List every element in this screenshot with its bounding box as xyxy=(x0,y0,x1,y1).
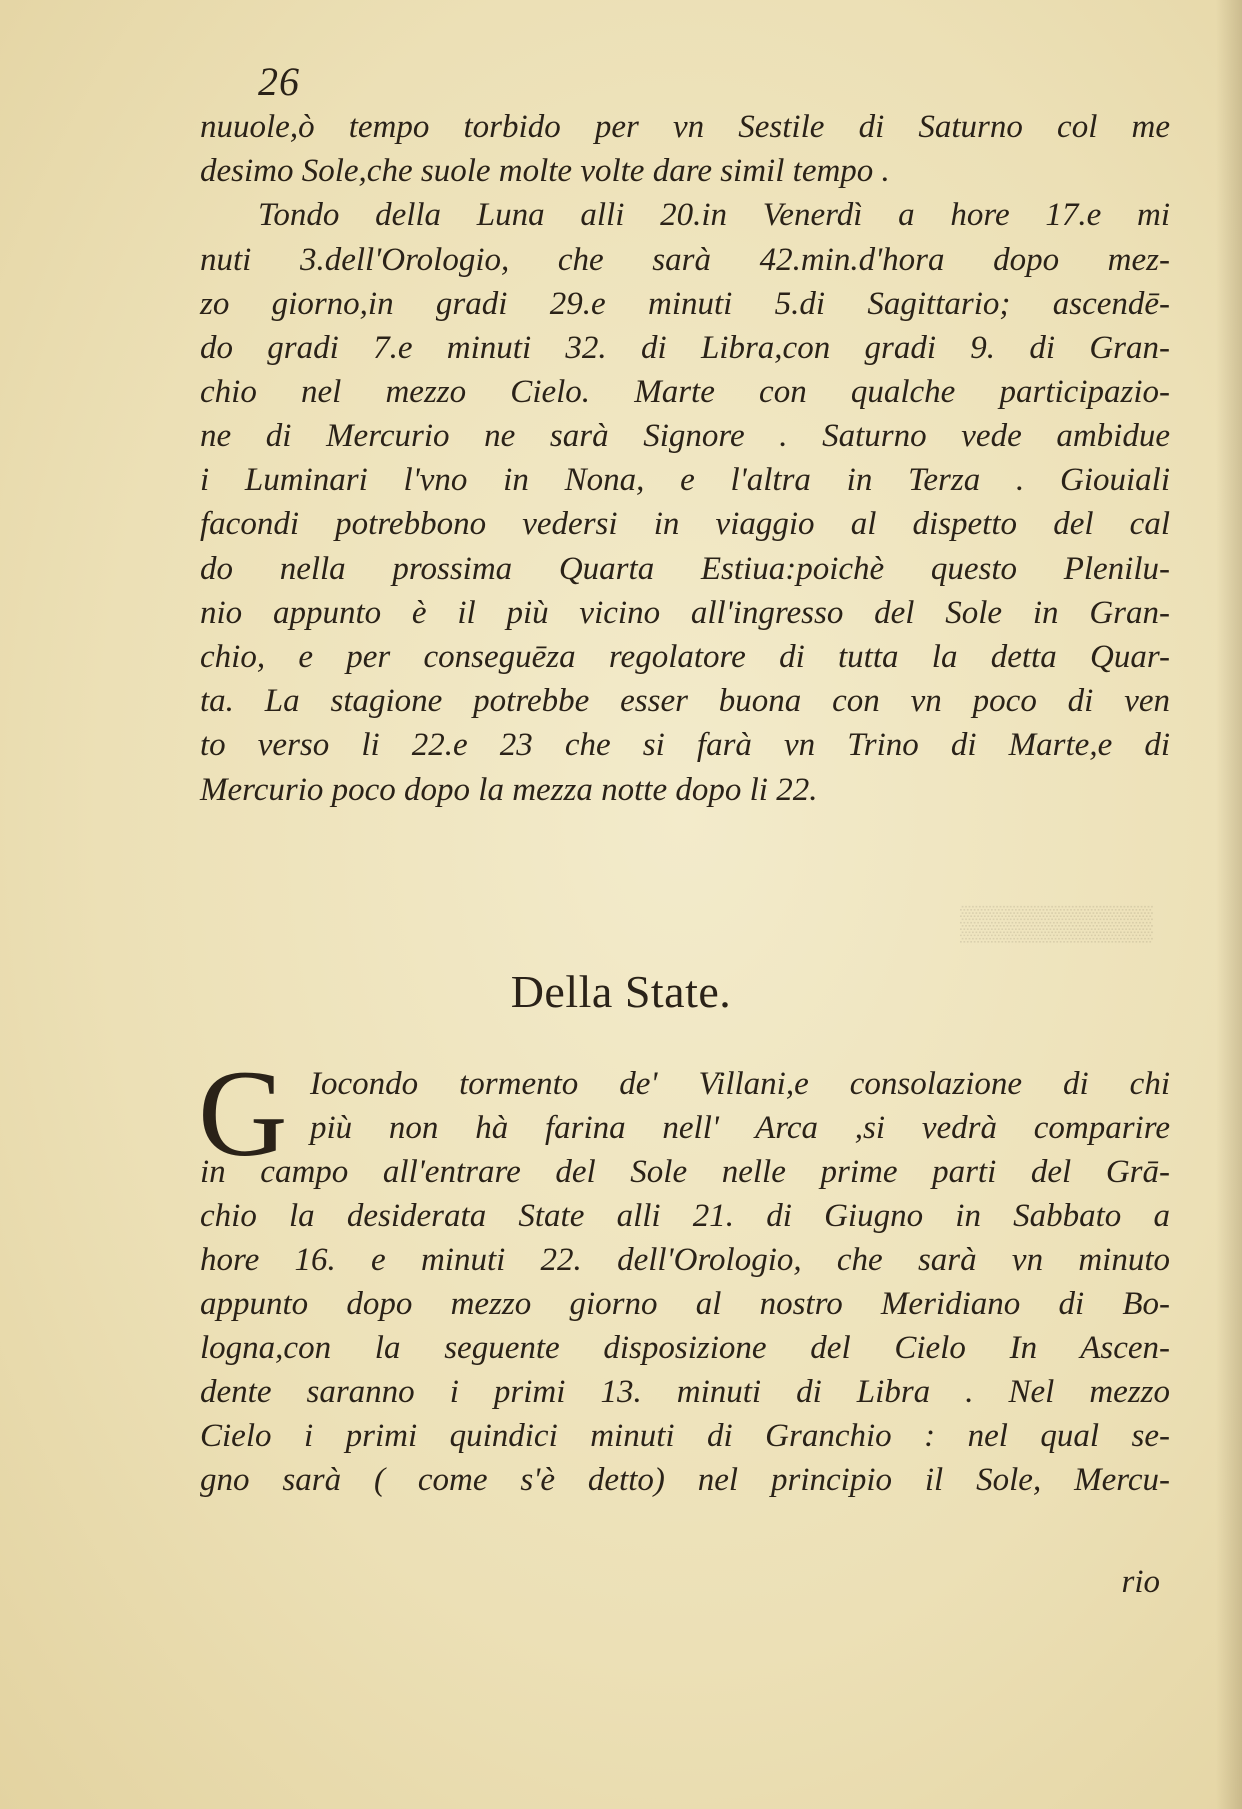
text-line: Mercurio poco dopo la mezza notte dopo li 22. xyxy=(200,772,818,808)
text-line: in campo all'entrare del Sole nelle prime parti del Grā- xyxy=(200,1154,1170,1190)
text-line: dente saranno i primi 13. minuti di Libra . Nel mezzo xyxy=(200,1374,1170,1410)
text-line: nuti 3.dell'Orologio, che sarà 42.min.d'hora dopo mez- xyxy=(200,242,1170,278)
text-line: chio nel mezzo Cielo. Marte con qualche participazio- xyxy=(200,374,1170,410)
text-line: desimo Sole,che suole molte volte dare simil tempo . xyxy=(200,153,890,189)
text-line: ne di Mercurio ne sarà Signore . Saturno vede ambidue xyxy=(200,418,1170,454)
text-line: logna,con la seguente disposizione del Cielo In Ascen- xyxy=(200,1330,1170,1366)
text-line: gno sarà ( come s'è detto) nel principio il Sole, Mercu- xyxy=(200,1462,1170,1498)
text-line: do nella prossima Quarta Estiua:poichè questo Plenilu- xyxy=(200,551,1170,587)
text-line: to verso li 22.e 23 che si farà vn Trino di Marte,e di xyxy=(200,727,1170,763)
text-line: nio appunto è il più vicino all'ingresso del Sole in Gran- xyxy=(200,595,1170,631)
text-line: hore 16. e minuti 22. dell'Orologio, che sarà vn minuto xyxy=(200,1242,1170,1278)
text-line: chio la desiderata State alli 21. di Giugno in Sabbato a xyxy=(200,1198,1170,1234)
text-line: Iocondo tormento de' Villani,e consolazione di chi xyxy=(310,1066,1170,1102)
text-line: facondi potrebbono vedersi in viaggio al dispetto del cal xyxy=(200,506,1170,542)
text-line: i Luminari l'vno in Nona, e l'altra in Terza . Giouiali xyxy=(200,462,1170,498)
text-line: Tondo della Luna alli 20.in Venerdì a hore 17.e mi xyxy=(258,197,1170,233)
text-line: appunto dopo mezzo giorno al nostro Meridiano di Bo- xyxy=(200,1286,1170,1322)
bleed-through: ▒▒▒▒▒▒▒▒ xyxy=(960,905,1153,942)
page-number: 26 xyxy=(258,59,300,104)
text-line: zo giorno,in gradi 29.e minuti 5.di Sagittario; ascendē- xyxy=(200,286,1170,322)
text-line: ta. La stagione potrebbe esser buona con vn poco di ven xyxy=(200,683,1170,719)
section-heading: Della State. xyxy=(510,966,732,1017)
text-line: nuuole,ò tempo torbido per vn Sestile di Saturno col me xyxy=(200,109,1170,145)
text-line: do gradi 7.e minuti 32. di Libra,con gradi 9. di Gran- xyxy=(200,330,1170,366)
text-line: Cielo i primi quindici minuti di Granchio : nel qual se- xyxy=(200,1418,1170,1454)
text-line: chio, e per conseguēza regolatore di tutta la detta Quar- xyxy=(200,639,1170,675)
catchword: rio xyxy=(1121,1564,1160,1600)
text-line: più non hà farina nell' Arca ,si vedrà comparire xyxy=(310,1110,1170,1146)
drop-cap: G xyxy=(198,1045,288,1182)
